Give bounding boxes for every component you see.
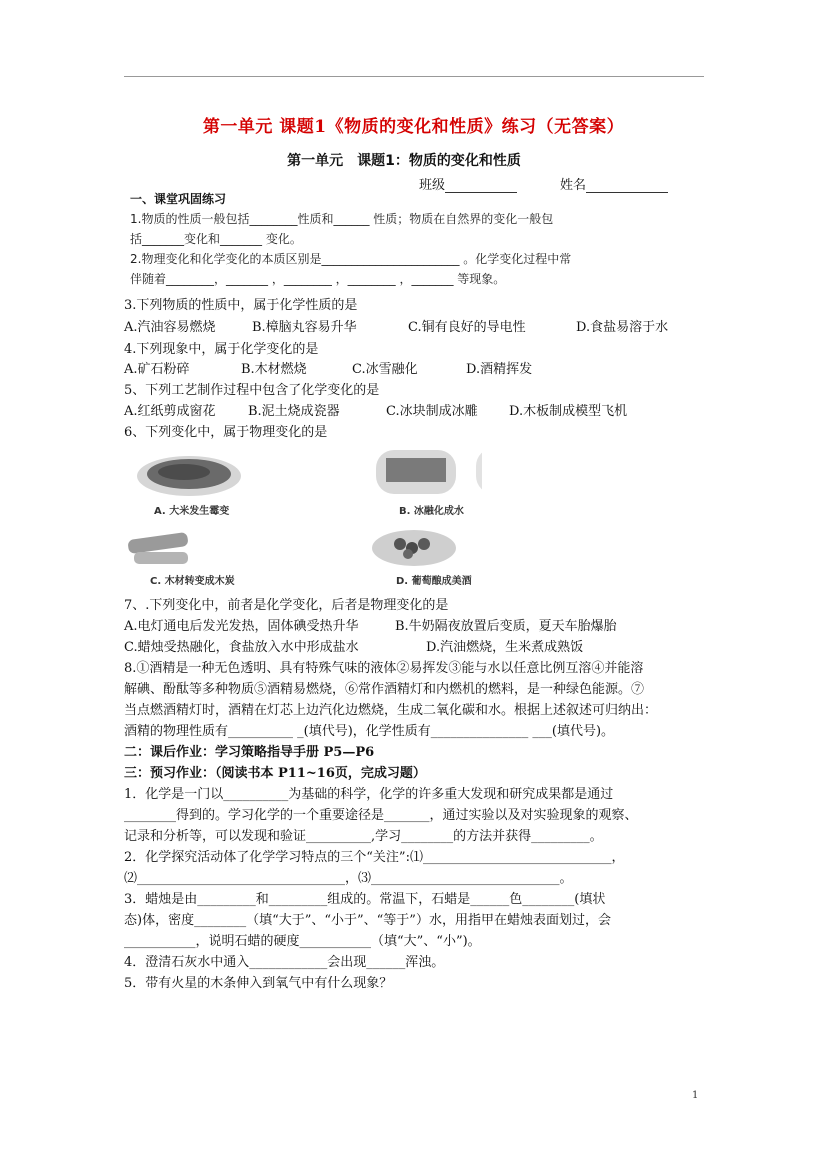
q5-option-a: A.红纸剪成窗花 — [124, 404, 216, 419]
q5-option-d: D.木板制成模型飞机 — [509, 404, 628, 419]
q7-option-d: D.汽油燃烧，生米煮成熟饭 — [426, 640, 584, 655]
name-label: 姓名 — [560, 178, 587, 193]
q3-option-c: C.铜有良好的导电性 — [408, 320, 526, 335]
preview-line-5: ⑵________________________________，⑶_____________________________。 — [124, 871, 573, 886]
question-5-stem: 5、下列工艺制作过程中包含了化学变化的是 — [124, 383, 380, 398]
q6-caption-b: B. 冰融化成水 — [399, 506, 464, 517]
preview-line-3: 记录和分析等，可以发现和验证__________,学习________的方法并获得_________。 — [124, 829, 603, 844]
question-7-options-row1 — [124, 617, 704, 637]
question-8-line-3: 当点燃酒精灯时，酒精在灯芯上边汽化边燃烧，生成二氧化碳和水。根据上述叙述可归纳出： — [124, 703, 658, 718]
preview-line-1: 1．化学是一门以__________为基础的科学，化学的许多重大发现和研究成果都是通过 — [124, 787, 614, 802]
question-8-line-2: 解碘、酚酞等多种物质⑤酒精易燃烧，⑥常作酒精灯和内燃机的燃料，是一种绿色能源。⑦ — [124, 682, 645, 697]
question-3-options — [124, 318, 704, 338]
question-6-pictures — [124, 444, 564, 590]
preview-line-8: ___________，说明石蜡的硬度___________（填“大”、“小”)。 — [124, 934, 481, 949]
q4-option-d: D.酒精挥发 — [466, 362, 533, 377]
preview-line-7: 态)体，密度________（填“大于”、“小于”、“等于”）水，用指甲在蜡烛表面划过，会 — [124, 913, 611, 928]
q3-option-a: A.汽油容易燃烧 — [124, 320, 216, 335]
question-8-line-1: 8.①酒精是一种无色透明、具有特殊气味的液体②易挥发③能与水以任意比例互溶④并能溶 — [124, 661, 644, 676]
preview-line-4: 2．化学探究活动体了化学学习特点的三个“关注”:⑴_____________________________， — [124, 850, 625, 865]
preview-line-6: 3．蜡烛是由_________和_________组成的。常温下，石蜡是______色________(填状 — [124, 892, 606, 907]
q4-option-a: A.矿石粉碎 — [124, 362, 190, 377]
q4-option-b: B.木材燃烧 — [241, 362, 307, 377]
section-3-preview: 三：预习作业：（阅读书本 P11~16页，完成习题） — [124, 766, 426, 781]
question-2-line-b: 伴随着________，_______ ，________ ，________ ，_______ 等现象。 — [130, 272, 506, 286]
preview-line-9: 4．澄清石灰水中通入____________会出现______浑浊。 — [124, 955, 445, 970]
header-rule — [124, 76, 704, 77]
question-7-stem: 7、.下列变化中，前者是化学变化，后者是物理变化的是 — [124, 598, 449, 613]
q7-option-c: C.蜡烛受热融化，食盐放入水中形成盐水 — [124, 640, 359, 655]
mouldy-rice-image — [134, 450, 244, 500]
name-field — [560, 174, 668, 193]
preview-line-2: ________得到的。学习化学的一个重要途径是_______，通过实验以及对实验现象的观察、 — [124, 808, 638, 823]
class-label: 班级 — [419, 178, 446, 193]
question-3-stem: 3.下列物质的性质中，属于化学性质的是 — [124, 298, 358, 313]
q3-option-d: D.食盐易溶于水 — [576, 320, 669, 335]
question-4-stem: 4.下列现象中，属于化学变化的是 — [124, 342, 319, 357]
preview-line-10: 5．带有火星的木条伸入到氧气中有什么现象？ — [124, 976, 393, 991]
section-2-homework: 二：课后作业：学习策略指导手册 P5—P6 — [124, 745, 375, 760]
question-2-line-a: 2.物理变化和化学变化的本质区别是_______________________ 。化学变化过程中常 — [130, 252, 572, 266]
document-title: 第一单元 课题1《物质的变化和性质》练习（无答案） — [202, 117, 625, 137]
q6-caption-a: A. 大米发生霉变 — [154, 506, 230, 517]
question-1-line-a: 1.物质的性质一般包括________性质和______ 性质；物质在自然界的变化一般包 — [130, 212, 554, 226]
page-number: 1 — [692, 1090, 699, 1101]
section-heading-1: 一、课堂巩固练习 — [130, 192, 227, 206]
q4-option-c: C.冰雪融化 — [352, 362, 418, 377]
question-6-stem: 6、下列变化中，属于物理变化的是 — [124, 425, 328, 440]
q7-option-b: B.牛奶隔夜放置后变质，夏天车胎爆胎 — [395, 619, 617, 634]
q5-option-c: C.冰块制成冰雕 — [386, 404, 478, 419]
q6-caption-c: C. 木材转变成木炭 — [150, 576, 235, 587]
q5-option-b: B.泥土烧成瓷器 — [248, 404, 340, 419]
question-1-line-b: 括_______变化和_______ 变化。 — [130, 232, 302, 246]
grape-wine-image — [368, 522, 478, 572]
melting-ice-image — [372, 444, 482, 494]
question-8-line-4: 酒精的物理性质有__________ _(填代号)，化学性质有_______________ ___(填代号)。 — [124, 724, 615, 739]
q3-option-b: B.樟脑丸容易升华 — [252, 320, 357, 335]
wood-charcoal-image — [124, 522, 234, 572]
question-4-options — [124, 360, 704, 380]
class-field — [419, 174, 517, 193]
question-5-options — [124, 402, 704, 422]
q6-caption-d: D. 葡萄酿成美酒 — [396, 576, 472, 587]
question-7-options-row2 — [124, 638, 704, 658]
scan-title: 第一单元 课题1：物质的变化和性质 — [287, 153, 521, 169]
scanned-header-block — [124, 140, 684, 296]
q7-option-a: A.电灯通电后发光发热，固体碘受热升华 — [124, 619, 359, 634]
